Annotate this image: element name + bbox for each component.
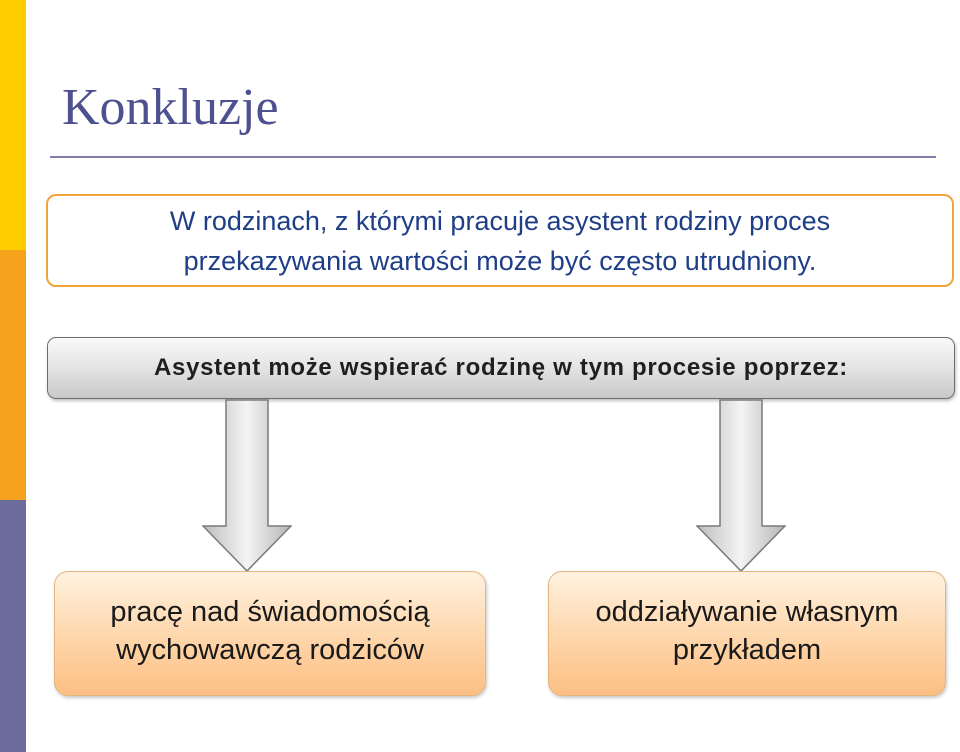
box-line-2: przykładem: [672, 633, 822, 666]
box-own-example: [548, 571, 946, 696]
intro-line-1: W rodzinach, z którymi pracuje asystent rodziny proces: [169, 205, 831, 236]
intro-line-2: przekazywania wartości może być często utrudniony.: [183, 245, 817, 276]
heading-bar: [47, 337, 955, 399]
title-divider: [50, 156, 936, 158]
heading-text: Asystent może wspierać rodzinę w tym procesie poprzez:: [154, 354, 848, 381]
down-arrow-icon: [696, 399, 786, 573]
box-text: [595, 593, 898, 675]
box-line-1: oddziaływanie własnym: [595, 595, 899, 628]
down-arrow-icon: [202, 399, 292, 573]
intro-text: [70, 201, 930, 281]
box-text: [110, 593, 429, 675]
accent-segment-yellow: [0, 0, 26, 250]
intro-box: [46, 194, 954, 287]
slide-title: Konkluzje: [62, 79, 279, 136]
accent-segment-orange: [0, 250, 26, 500]
box-line-2: wychowawczą rodziców: [116, 633, 424, 666]
box-line-1: pracę nad świadomością: [110, 595, 430, 628]
box-parental-awareness: [54, 571, 486, 696]
left-accent-bar: [0, 0, 26, 752]
accent-segment-purple: [0, 500, 26, 752]
